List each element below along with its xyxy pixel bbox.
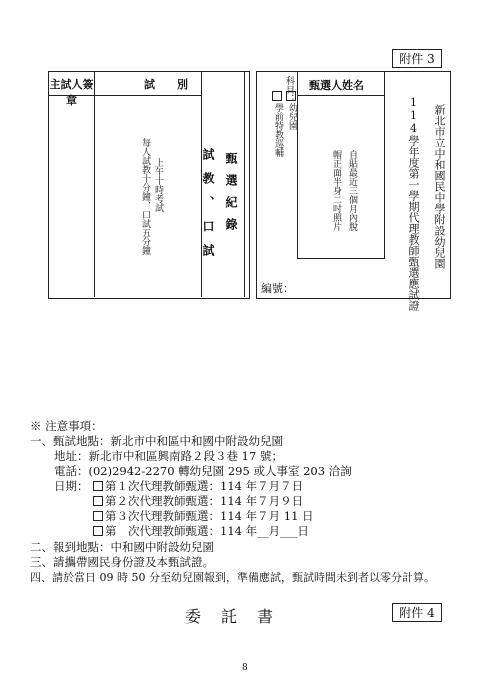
note-report-location: 二、報到地點：中和國中附設幼兒園: [30, 540, 214, 554]
checkbox-special-ed[interactable]: [272, 91, 282, 101]
page-number: 8: [242, 663, 248, 673]
attachment-tag-top: 附件 3: [392, 49, 442, 68]
note-phone: 電話：(02)2942-2270 轉幼兒園 295 或人事室 203 洽詢: [54, 464, 352, 478]
admission-ticket-card: [256, 71, 451, 311]
record-label: 甄選紀錄: [224, 152, 238, 240]
date-option-1-label: 第１次代理教師甄選：114 年７月７日: [105, 479, 304, 493]
checkbox-date-1[interactable]: [93, 481, 103, 491]
notes-heading: ※ 注意事項：: [30, 419, 103, 433]
subject-label: 科目：: [284, 76, 294, 103]
note-address: 地址：新北市中和區興南路２段３巷 17 號；: [54, 449, 283, 463]
date-option-2[interactable]: [93, 494, 303, 509]
candidate-name-header: 甄選人姓名: [309, 79, 364, 92]
date-option-4[interactable]: [93, 524, 309, 539]
examiner-signature-header: 主試人簽章: [49, 78, 94, 107]
date-option-3-label: 第３次代理教師甄選：114 年７月 11 日: [105, 509, 314, 523]
subject-option-kindergarten[interactable]: [286, 91, 299, 130]
checkbox-date-2[interactable]: [93, 496, 103, 506]
subject-option-kindergarten-label: 幼兒園: [287, 103, 297, 130]
note-exam-location: 一、甄試地點：新北市中和區中和國中附設幼兒園: [30, 434, 283, 448]
checkbox-date-3[interactable]: [93, 511, 103, 521]
divider: [94, 72, 95, 297]
exam-items: 試教、口試: [201, 148, 215, 268]
exam-type-header: 試 別: [144, 78, 188, 91]
ticket-title: 114學年度第一學期代理教師甄選應試證: [407, 96, 420, 311]
date-option-4-label: 第 次代理教師甄選：114 年__月___日: [105, 524, 309, 538]
date-option-3[interactable]: [93, 509, 314, 524]
date-option-1[interactable]: [93, 479, 303, 494]
note-dates-label: 日期：: [54, 479, 89, 493]
exam-time-note: 上午十時考試: [153, 158, 163, 212]
photo-instruction-line1: 自貼最近三個月內脫: [347, 150, 357, 231]
divider: [244, 72, 245, 297]
divider: [298, 95, 384, 96]
school-name: 新北市立中和國民中學附設幼兒園: [433, 104, 446, 269]
checkbox-kindergarten[interactable]: [286, 91, 296, 101]
number-label: 編號：: [261, 282, 294, 295]
note-report-time: 四、請於當日 09 時 50 分至幼兒園報到，準備應試，甄試時間未到者以零分計算。: [30, 571, 435, 584]
attachment-tag-bottom: 附件 4: [392, 603, 442, 622]
checkbox-date-4[interactable]: [93, 526, 103, 536]
subject-option-special-ed[interactable]: [272, 91, 285, 157]
exam-duration-note: 每人試教十分鐘、口試五分鐘: [140, 138, 150, 255]
exam-record-card: [48, 71, 250, 299]
power-of-attorney-title: 委 託 書: [185, 607, 276, 626]
date-option-2-label: 第２次代理教師甄選：114 年７月９日: [105, 494, 304, 508]
note-bring-id: 三、請攜帶國民身份證及本甄試證。: [30, 555, 214, 569]
subject-option-special-ed-label: 學前特教巡輔: [273, 103, 283, 157]
photo-instruction-line2: 帽正面半身二吋照片: [331, 150, 341, 231]
